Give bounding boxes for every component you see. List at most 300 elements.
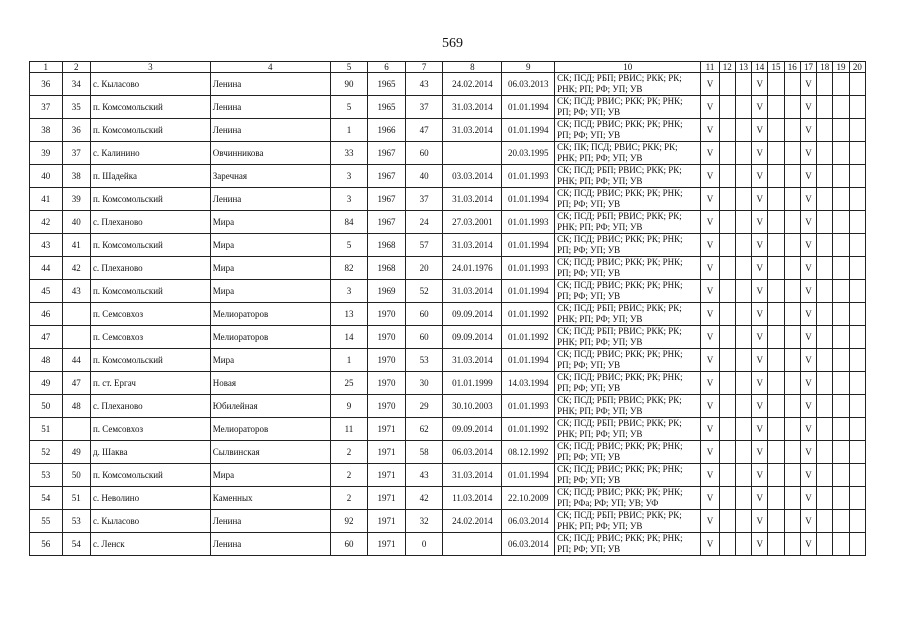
mark-cell-15 bbox=[768, 234, 784, 257]
mark-cell-11: V bbox=[701, 326, 719, 349]
wear-percent-cell: 29 bbox=[405, 395, 443, 418]
mark-cell-20 bbox=[849, 326, 865, 349]
mark-cell-17: V bbox=[800, 372, 816, 395]
mark-cell-13 bbox=[735, 73, 751, 96]
mark-cell-19 bbox=[833, 73, 849, 96]
mark-cell-13 bbox=[735, 211, 751, 234]
column-header-10: 10 bbox=[555, 62, 701, 73]
house-number-cell: 84 bbox=[330, 211, 368, 234]
works-list-cell: СК; ПСД; РБП; РВИС; РКК; РК; РНК; РП; РФ; УП; УВ bbox=[555, 165, 701, 188]
mark-cell-11: V bbox=[701, 418, 719, 441]
mark-cell-12 bbox=[719, 119, 735, 142]
passport-date-cell: 01.01.1993 bbox=[502, 257, 555, 280]
table-row bbox=[30, 165, 866, 188]
mark-cell-11: V bbox=[701, 73, 719, 96]
passport-date-cell: 14.03.1994 bbox=[502, 372, 555, 395]
mark-cell-19 bbox=[833, 533, 849, 556]
building-number-cell: 43 bbox=[62, 280, 90, 303]
passport-date-cell: 01.01.1994 bbox=[502, 464, 555, 487]
building-number-cell: 42 bbox=[62, 257, 90, 280]
passport-date-cell: 22.10.2009 bbox=[502, 487, 555, 510]
row-number-cell: 37 bbox=[30, 96, 63, 119]
row-number-cell: 38 bbox=[30, 119, 63, 142]
settlement-cell: п. Семсовхоз bbox=[90, 303, 210, 326]
passport-date-cell: 08.12.1992 bbox=[502, 441, 555, 464]
mark-cell-12 bbox=[719, 96, 735, 119]
mark-cell-20 bbox=[849, 188, 865, 211]
mark-cell-18 bbox=[817, 510, 833, 533]
house-number-cell: 9 bbox=[330, 395, 368, 418]
column-header-18: 18 bbox=[817, 62, 833, 73]
mark-cell-16 bbox=[784, 211, 800, 234]
table-row bbox=[30, 533, 866, 556]
street-cell: Юбилейная bbox=[210, 395, 330, 418]
survey-date-cell: 31.03.2014 bbox=[443, 464, 502, 487]
mark-cell-12 bbox=[719, 211, 735, 234]
building-number-cell: 38 bbox=[62, 165, 90, 188]
year-built-cell: 1970 bbox=[368, 303, 406, 326]
passport-date-cell: 01.01.1992 bbox=[502, 303, 555, 326]
mark-cell-11: V bbox=[701, 165, 719, 188]
column-header-15: 15 bbox=[768, 62, 784, 73]
table-row bbox=[30, 257, 866, 280]
mark-cell-15 bbox=[768, 165, 784, 188]
mark-cell-16 bbox=[784, 73, 800, 96]
mark-cell-15 bbox=[768, 188, 784, 211]
mark-cell-19 bbox=[833, 326, 849, 349]
survey-date-cell: 31.03.2014 bbox=[443, 280, 502, 303]
wear-percent-cell: 30 bbox=[405, 372, 443, 395]
mark-cell-14: V bbox=[752, 280, 768, 303]
house-number-cell: 1 bbox=[330, 119, 368, 142]
mark-cell-14: V bbox=[752, 464, 768, 487]
mark-cell-12 bbox=[719, 257, 735, 280]
mark-cell-19 bbox=[833, 234, 849, 257]
mark-cell-13 bbox=[735, 326, 751, 349]
house-number-cell: 13 bbox=[330, 303, 368, 326]
row-number-cell: 36 bbox=[30, 73, 63, 96]
wear-percent-cell: 60 bbox=[405, 326, 443, 349]
row-number-cell: 56 bbox=[30, 533, 63, 556]
passport-date-cell: 01.01.1994 bbox=[502, 188, 555, 211]
mark-cell-19 bbox=[833, 280, 849, 303]
mark-cell-20 bbox=[849, 211, 865, 234]
passport-date-cell: 06.03.2013 bbox=[502, 73, 555, 96]
settlement-cell: п. Комсомольский bbox=[90, 119, 210, 142]
column-header-19: 19 bbox=[833, 62, 849, 73]
house-number-cell: 2 bbox=[330, 464, 368, 487]
table-row bbox=[30, 326, 866, 349]
house-number-cell: 25 bbox=[330, 372, 368, 395]
mark-cell-11: V bbox=[701, 280, 719, 303]
wear-percent-cell: 37 bbox=[405, 96, 443, 119]
table-row bbox=[30, 441, 866, 464]
column-header-14: 14 bbox=[752, 62, 768, 73]
mark-cell-20 bbox=[849, 73, 865, 96]
mark-cell-20 bbox=[849, 234, 865, 257]
wear-percent-cell: 53 bbox=[405, 349, 443, 372]
settlement-cell: п. Шадейка bbox=[90, 165, 210, 188]
mark-cell-18 bbox=[817, 165, 833, 188]
building-number-cell: 34 bbox=[62, 73, 90, 96]
mark-cell-12 bbox=[719, 326, 735, 349]
mark-cell-17: V bbox=[800, 188, 816, 211]
mark-cell-14: V bbox=[752, 257, 768, 280]
row-number-cell: 48 bbox=[30, 349, 63, 372]
mark-cell-17: V bbox=[800, 165, 816, 188]
mark-cell-19 bbox=[833, 510, 849, 533]
works-list-cell: СК; ПСД; РБП; РВИС; РКК; РК; РНК; РП; РФ; УП; УВ bbox=[555, 211, 701, 234]
row-number-cell: 39 bbox=[30, 142, 63, 165]
row-number-cell: 41 bbox=[30, 188, 63, 211]
year-built-cell: 1971 bbox=[368, 533, 406, 556]
mark-cell-11: V bbox=[701, 372, 719, 395]
mark-cell-17: V bbox=[800, 326, 816, 349]
mark-cell-12 bbox=[719, 510, 735, 533]
mark-cell-15 bbox=[768, 119, 784, 142]
passport-date-cell: 06.03.2014 bbox=[502, 533, 555, 556]
house-number-cell: 33 bbox=[330, 142, 368, 165]
passport-date-cell: 20.03.1995 bbox=[502, 142, 555, 165]
mark-cell-15 bbox=[768, 257, 784, 280]
wear-percent-cell: 0 bbox=[405, 533, 443, 556]
mark-cell-11: V bbox=[701, 211, 719, 234]
building-number-cell bbox=[62, 303, 90, 326]
street-cell: Ленина bbox=[210, 510, 330, 533]
mark-cell-20 bbox=[849, 303, 865, 326]
mark-cell-12 bbox=[719, 73, 735, 96]
mark-cell-14: V bbox=[752, 372, 768, 395]
works-list-cell: СК; ПСД; РВИС; РКК; РК; РНК; РП; РФ; УП; УВ bbox=[555, 533, 701, 556]
settlement-cell: с. Плеханово bbox=[90, 257, 210, 280]
mark-cell-16 bbox=[784, 96, 800, 119]
mark-cell-13 bbox=[735, 464, 751, 487]
mark-cell-11: V bbox=[701, 510, 719, 533]
street-cell: Заречная bbox=[210, 165, 330, 188]
survey-date-cell: 03.03.2014 bbox=[443, 165, 502, 188]
mark-cell-19 bbox=[833, 165, 849, 188]
mark-cell-19 bbox=[833, 418, 849, 441]
street-cell: Мира bbox=[210, 349, 330, 372]
wear-percent-cell: 43 bbox=[405, 73, 443, 96]
building-number-cell: 50 bbox=[62, 464, 90, 487]
works-list-cell: СК; ПСД; РВИС; РКК; РК; РНК; РП; РФ; УП; УВ bbox=[555, 464, 701, 487]
wear-percent-cell: 47 bbox=[405, 119, 443, 142]
mark-cell-15 bbox=[768, 418, 784, 441]
year-built-cell: 1970 bbox=[368, 395, 406, 418]
column-header-1: 1 bbox=[30, 62, 63, 73]
mark-cell-19 bbox=[833, 303, 849, 326]
mark-cell-15 bbox=[768, 142, 784, 165]
survey-date-cell: 31.03.2014 bbox=[443, 234, 502, 257]
settlement-cell: п. Комсомольский bbox=[90, 464, 210, 487]
column-header-12: 12 bbox=[719, 62, 735, 73]
table-row bbox=[30, 510, 866, 533]
mark-cell-16 bbox=[784, 280, 800, 303]
mark-cell-14: V bbox=[752, 303, 768, 326]
mark-cell-17: V bbox=[800, 257, 816, 280]
mark-cell-18 bbox=[817, 234, 833, 257]
row-number-cell: 50 bbox=[30, 395, 63, 418]
settlement-cell: с. Плеханово bbox=[90, 211, 210, 234]
building-number-cell: 49 bbox=[62, 441, 90, 464]
works-list-cell: СК; ПСД; РВИС; РКК; РК; РНК; РП; РФ; УП; УВ bbox=[555, 372, 701, 395]
mark-cell-20 bbox=[849, 280, 865, 303]
mark-cell-13 bbox=[735, 303, 751, 326]
wear-percent-cell: 60 bbox=[405, 303, 443, 326]
table-row bbox=[30, 487, 866, 510]
building-number-cell: 41 bbox=[62, 234, 90, 257]
mark-cell-13 bbox=[735, 395, 751, 418]
column-header-16: 16 bbox=[784, 62, 800, 73]
mark-cell-17: V bbox=[800, 73, 816, 96]
mark-cell-15 bbox=[768, 441, 784, 464]
mark-cell-18 bbox=[817, 280, 833, 303]
house-number-cell: 5 bbox=[330, 96, 368, 119]
mark-cell-13 bbox=[735, 533, 751, 556]
mark-cell-11: V bbox=[701, 96, 719, 119]
mark-cell-17: V bbox=[800, 533, 816, 556]
house-number-cell: 14 bbox=[330, 326, 368, 349]
works-list-cell: СК; ПСД; РБП; РВИС; РКК; РК; РНК; РП; РФ; УП; УВ bbox=[555, 326, 701, 349]
mark-cell-17: V bbox=[800, 487, 816, 510]
street-cell: Ленина bbox=[210, 73, 330, 96]
year-built-cell: 1965 bbox=[368, 73, 406, 96]
mark-cell-14: V bbox=[752, 395, 768, 418]
mark-cell-14: V bbox=[752, 119, 768, 142]
mark-cell-18 bbox=[817, 211, 833, 234]
works-list-cell: СК; ПК; ПСД; РВИС; РКК; РК; РНК; РП; РФ; УП; УВ bbox=[555, 142, 701, 165]
house-number-cell: 82 bbox=[330, 257, 368, 280]
mark-cell-13 bbox=[735, 418, 751, 441]
mark-cell-18 bbox=[817, 257, 833, 280]
mark-cell-16 bbox=[784, 188, 800, 211]
survey-date-cell bbox=[443, 142, 502, 165]
column-header-8: 8 bbox=[443, 62, 502, 73]
passport-date-cell: 01.01.1994 bbox=[502, 280, 555, 303]
row-number-cell: 49 bbox=[30, 372, 63, 395]
mark-cell-15 bbox=[768, 326, 784, 349]
wear-percent-cell: 32 bbox=[405, 510, 443, 533]
mark-cell-16 bbox=[784, 395, 800, 418]
mark-cell-19 bbox=[833, 211, 849, 234]
wear-percent-cell: 20 bbox=[405, 257, 443, 280]
settlement-cell: с. Ленск bbox=[90, 533, 210, 556]
year-built-cell: 1967 bbox=[368, 142, 406, 165]
mark-cell-14: V bbox=[752, 349, 768, 372]
column-header-13: 13 bbox=[735, 62, 751, 73]
mark-cell-17: V bbox=[800, 142, 816, 165]
row-number-cell: 44 bbox=[30, 257, 63, 280]
mark-cell-11: V bbox=[701, 533, 719, 556]
row-number-cell: 40 bbox=[30, 165, 63, 188]
mark-cell-17: V bbox=[800, 349, 816, 372]
mark-cell-11: V bbox=[701, 142, 719, 165]
mark-cell-18 bbox=[817, 303, 833, 326]
mark-cell-18 bbox=[817, 96, 833, 119]
mark-cell-13 bbox=[735, 257, 751, 280]
year-built-cell: 1968 bbox=[368, 257, 406, 280]
mark-cell-13 bbox=[735, 96, 751, 119]
mark-cell-14: V bbox=[752, 441, 768, 464]
mark-cell-13 bbox=[735, 234, 751, 257]
table-row bbox=[30, 188, 866, 211]
row-number-cell: 43 bbox=[30, 234, 63, 257]
works-list-cell: СК; ПСД; РБП; РВИС; РКК; РК; РНК; РП; РФ; УП; УВ bbox=[555, 510, 701, 533]
mark-cell-17: V bbox=[800, 234, 816, 257]
page-number: 569 bbox=[442, 36, 463, 51]
house-number-cell: 92 bbox=[330, 510, 368, 533]
mark-cell-14: V bbox=[752, 96, 768, 119]
mark-cell-16 bbox=[784, 487, 800, 510]
mark-cell-17: V bbox=[800, 510, 816, 533]
mark-cell-13 bbox=[735, 119, 751, 142]
mark-cell-18 bbox=[817, 73, 833, 96]
mark-cell-20 bbox=[849, 165, 865, 188]
mark-cell-13 bbox=[735, 188, 751, 211]
street-cell: Мира bbox=[210, 464, 330, 487]
mark-cell-12 bbox=[719, 280, 735, 303]
mark-cell-16 bbox=[784, 165, 800, 188]
street-cell: Ленина bbox=[210, 188, 330, 211]
building-number-cell: 40 bbox=[62, 211, 90, 234]
mark-cell-19 bbox=[833, 487, 849, 510]
mark-cell-15 bbox=[768, 533, 784, 556]
column-header-7: 7 bbox=[405, 62, 443, 73]
year-built-cell: 1971 bbox=[368, 464, 406, 487]
passport-date-cell: 01.01.1994 bbox=[502, 234, 555, 257]
survey-date-cell: 27.03.2001 bbox=[443, 211, 502, 234]
survey-date-cell: 06.03.2014 bbox=[443, 441, 502, 464]
building-number-cell: 36 bbox=[62, 119, 90, 142]
mark-cell-14: V bbox=[752, 510, 768, 533]
passport-date-cell: 06.03.2014 bbox=[502, 510, 555, 533]
survey-date-cell: 24.02.2014 bbox=[443, 73, 502, 96]
survey-date-cell: 31.03.2014 bbox=[443, 119, 502, 142]
year-built-cell: 1966 bbox=[368, 119, 406, 142]
mark-cell-18 bbox=[817, 119, 833, 142]
street-cell: Ленина bbox=[210, 533, 330, 556]
building-number-cell: 51 bbox=[62, 487, 90, 510]
mark-cell-18 bbox=[817, 441, 833, 464]
mark-cell-20 bbox=[849, 119, 865, 142]
table-row bbox=[30, 303, 866, 326]
header-row bbox=[30, 62, 866, 73]
building-number-cell: 44 bbox=[62, 349, 90, 372]
works-list-cell: СК; ПСД; РВИС; РКК; РК; РНК; РП; РФ; УП; УВ bbox=[555, 441, 701, 464]
survey-date-cell: 24.02.2014 bbox=[443, 510, 502, 533]
mark-cell-14: V bbox=[752, 234, 768, 257]
survey-date-cell: 24.01.1976 bbox=[443, 257, 502, 280]
year-built-cell: 1967 bbox=[368, 211, 406, 234]
wear-percent-cell: 57 bbox=[405, 234, 443, 257]
works-list-cell: СК; ПСД; РВИС; РКК; РК; РНК; РП; РФ; УП; УВ bbox=[555, 257, 701, 280]
house-number-cell: 2 bbox=[330, 441, 368, 464]
wear-percent-cell: 24 bbox=[405, 211, 443, 234]
street-cell: Мелиораторов bbox=[210, 418, 330, 441]
mark-cell-19 bbox=[833, 464, 849, 487]
mark-cell-18 bbox=[817, 418, 833, 441]
passport-date-cell: 01.01.1994 bbox=[502, 119, 555, 142]
mark-cell-12 bbox=[719, 234, 735, 257]
street-cell: Ленина bbox=[210, 119, 330, 142]
mark-cell-19 bbox=[833, 372, 849, 395]
mark-cell-16 bbox=[784, 464, 800, 487]
column-header-11: 11 bbox=[701, 62, 719, 73]
mark-cell-12 bbox=[719, 188, 735, 211]
mark-cell-20 bbox=[849, 487, 865, 510]
table-body bbox=[30, 73, 866, 556]
mark-cell-20 bbox=[849, 441, 865, 464]
street-cell: Ленина bbox=[210, 96, 330, 119]
mark-cell-15 bbox=[768, 395, 784, 418]
row-number-cell: 51 bbox=[30, 418, 63, 441]
house-number-cell: 90 bbox=[330, 73, 368, 96]
mark-cell-14: V bbox=[752, 211, 768, 234]
mark-cell-13 bbox=[735, 372, 751, 395]
column-header-6: 6 bbox=[368, 62, 406, 73]
mark-cell-14: V bbox=[752, 142, 768, 165]
mark-cell-11: V bbox=[701, 441, 719, 464]
mark-cell-13 bbox=[735, 349, 751, 372]
passport-date-cell: 01.01.1993 bbox=[502, 165, 555, 188]
mark-cell-15 bbox=[768, 372, 784, 395]
row-number-cell: 45 bbox=[30, 280, 63, 303]
street-cell: Мира bbox=[210, 257, 330, 280]
house-number-cell: 2 bbox=[330, 487, 368, 510]
mark-cell-20 bbox=[849, 510, 865, 533]
mark-cell-15 bbox=[768, 487, 784, 510]
mark-cell-15 bbox=[768, 96, 784, 119]
wear-percent-cell: 43 bbox=[405, 464, 443, 487]
mark-cell-14: V bbox=[752, 73, 768, 96]
passport-date-cell: 01.01.1994 bbox=[502, 349, 555, 372]
table-row bbox=[30, 211, 866, 234]
table-row bbox=[30, 96, 866, 119]
mark-cell-16 bbox=[784, 142, 800, 165]
building-number-cell: 47 bbox=[62, 372, 90, 395]
settlement-cell: п. Комсомольский bbox=[90, 96, 210, 119]
mark-cell-16 bbox=[784, 418, 800, 441]
works-list-cell: СК; ПСД; РВИС; РКК; РК; РНК; РП; РФа; РФ; УП; УВ; УФ bbox=[555, 487, 701, 510]
mark-cell-13 bbox=[735, 142, 751, 165]
column-header-3: 3 bbox=[90, 62, 210, 73]
street-cell: Мелиораторов bbox=[210, 326, 330, 349]
year-built-cell: 1967 bbox=[368, 165, 406, 188]
mark-cell-15 bbox=[768, 280, 784, 303]
column-header-2: 2 bbox=[62, 62, 90, 73]
mark-cell-12 bbox=[719, 372, 735, 395]
table-row bbox=[30, 464, 866, 487]
building-number-cell: 54 bbox=[62, 533, 90, 556]
survey-date-cell: 30.10.2003 bbox=[443, 395, 502, 418]
settlement-cell: п. Комсомольский bbox=[90, 234, 210, 257]
mark-cell-19 bbox=[833, 441, 849, 464]
house-number-cell: 1 bbox=[330, 349, 368, 372]
year-built-cell: 1967 bbox=[368, 188, 406, 211]
mark-cell-16 bbox=[784, 441, 800, 464]
mark-cell-16 bbox=[784, 119, 800, 142]
survey-date-cell: 09.09.2014 bbox=[443, 326, 502, 349]
wear-percent-cell: 58 bbox=[405, 441, 443, 464]
year-built-cell: 1965 bbox=[368, 96, 406, 119]
mark-cell-11: V bbox=[701, 349, 719, 372]
mark-cell-14: V bbox=[752, 418, 768, 441]
street-cell: Новая bbox=[210, 372, 330, 395]
mark-cell-16 bbox=[784, 533, 800, 556]
works-list-cell: СК; ПСД; РБП; РВИС; РКК; РК; РНК; РП; РФ; УП; УВ bbox=[555, 418, 701, 441]
mark-cell-12 bbox=[719, 464, 735, 487]
